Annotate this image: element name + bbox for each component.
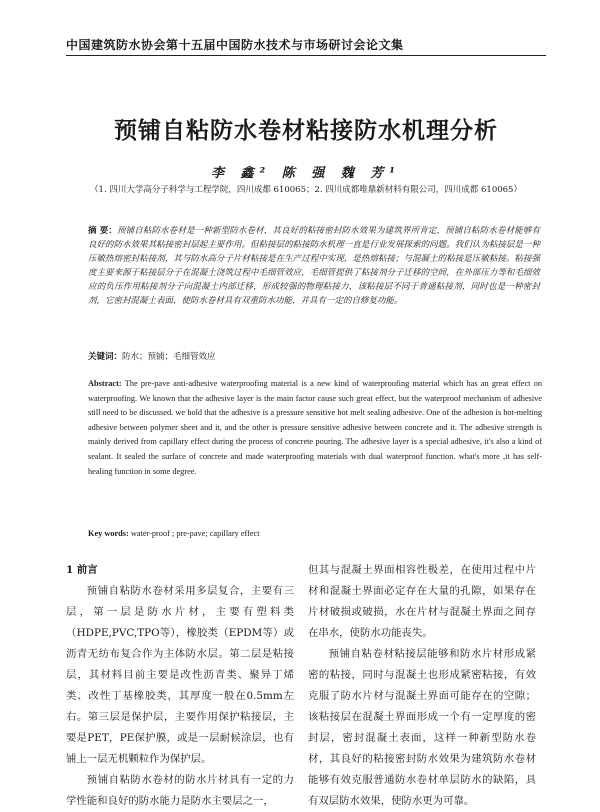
header-rule xyxy=(66,55,546,56)
keywords-cn-text: 防水；预铺；毛细管效应 xyxy=(122,352,216,362)
body-paragraph: 但其与混凝土界面相容性极差，在使用过程中片材和混凝土界面必定存在大量的孔隙，如果存在片材破损或破损，水在片材与混凝土界面之间存在串水，使防水功能丧失。 xyxy=(308,564,536,639)
body-column-right xyxy=(308,560,536,812)
abstract-cn-text: 预铺自粘防水卷材是一种新型防水卷材，其良好的粘接密封防水效果为建筑界所肯定，预铺自粘防水卷材能够有良好的防水效果其粘接密封层起主要作用。但粘接层的粘接防水机理一直是行业发展探索的问题。我们认为粘接层是一种压敏热熔密封粘接剂，其与防水高分子片材粘接是在生产过程中实现，是热熔粘接；与混凝土的粘接是压敏粘接。粘接强度主要来源于粘接层分子在混凝土浇筑过程中毛细管效应，毛细管提供了粘接剂分子迁移的空间，在外部压力等和毛细效应的负压作用粘接剂分子向混凝土内部迁移，形成较强的物理粘接力，该粘接层不同于普通粘接剂，同时也是一种密封剂，它密封混凝土表面，使防水卷材具有双重防水功能，并具有一定的自修复功能。 xyxy=(88,226,540,306)
body-paragraph: 预铺自粘卷材粘接层能够和防水片材形成紧密的粘接，同时与混凝土也形成紧密粘接，有效克服了防水片材与混凝土界面可能存在的空隙；该粘接层在混凝土界面形成一个有一定厚度的密封层，密封混凝土表面，这样一种新型防水卷材，其良好的粘接密封防水效果为建筑防水卷材能够有效克服普通防水卷材单层防水的缺陷，具有双层防水效果，使防水更为可靠。 xyxy=(308,648,536,807)
authors: 李 鑫² 陈 强 魏 芳¹ xyxy=(210,166,402,181)
body-column-left xyxy=(66,560,294,812)
abstract-en-text: The pre-pave anti-adhesive waterproofing material is a new kind of waterproofing material which has an great effect on waterproofing. We known that the adhesive layer is the main factor cause such great effect, but the waterproof mechanism of adhesive still need to be discussed. we hold that the adhesive is a pressure sensitive hot melt sealing adhesive. One of the adhesion is hot-melting adhesive between polymer sheet and it, and the other is pressure sensitive adhesive between concrete and it. The adhesive strength is mainly derived from capillary effect during the process of concrete pouring. The adhesive layer is a special adhesive, it's also a kind of sealant. It sealed the surface of concrete and made waterproofing materials with dual waterproof function. what's more ,it has self-healing function in some degree. xyxy=(88,379,542,476)
keywords-en-text: water-proof ; pre-pave; capillary effect xyxy=(130,529,260,538)
keywords-cn xyxy=(88,350,540,364)
abstract-en-label: Abstract: xyxy=(88,379,122,388)
abstract-cn-label: 摘 要： xyxy=(88,226,117,236)
section-heading: 1 前言 xyxy=(66,564,98,576)
body-paragraph: 预铺自粘防水卷材的防水片材具有一定的力学性能和良好的防水能力是防水主要层之一， xyxy=(66,774,294,807)
affiliation: （1. 四川大学高分子科学与工程学院，四川成都 610065；2. 四川成都唯鼎新材料有限公司，四川成都 610065） xyxy=(90,185,522,195)
abstract-en xyxy=(88,377,542,479)
abstract-cn xyxy=(88,224,540,308)
keywords-en-label: Key words: xyxy=(88,529,129,538)
paper-title: 预铺自粘防水卷材粘接防水机理分析 xyxy=(114,118,498,144)
body-paragraph: 预铺自粘防水卷材采用多层复合，主要有三层，第一层是防水片材，主要有塑料类（HDPE,PVC,TPO等），橡胶类（EPDM等）或沥青无纺布复合作为主体防水层。第二层是粘接层，其材料目前主要是改性沥青类、聚异丁烯类、改性丁基橡胶类，其厚度一般在0.5mm左右。第三层是保护层，主要作用保护粘接层，主要是PET，PE保护膜，或是一层耐候涂层，也有铺上一层无机颗粒作为保护层。 xyxy=(66,585,294,765)
running-header: 中国建筑防水协会第十五届中国防水技术与市场研讨会论文集 xyxy=(66,38,404,52)
keywords-cn-label: 关键词： xyxy=(88,352,123,362)
keywords-en xyxy=(88,529,542,538)
